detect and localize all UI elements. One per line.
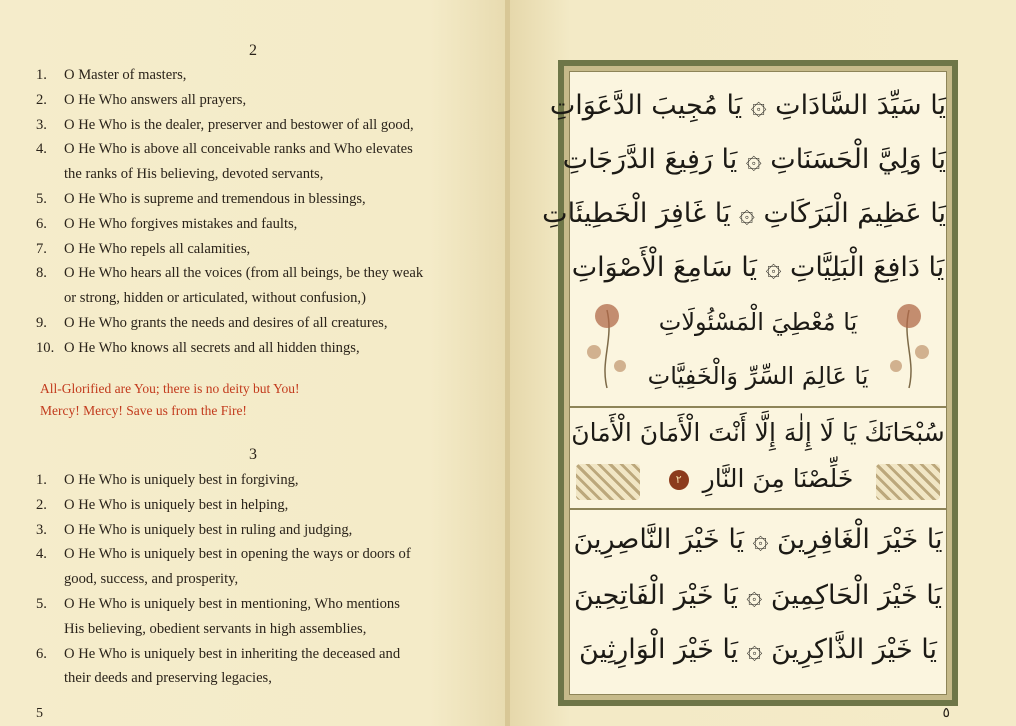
item-number: 1. — [36, 472, 47, 488]
section-2-number: 2 — [249, 42, 257, 59]
item-text-continued: their deeds and preserving legacies, — [64, 670, 272, 687]
item-number: 6. — [36, 215, 47, 232]
arabic-line-6: يَا عَالِمَ السِّرِّ وَالْخَفِيَّاتِ — [647, 362, 869, 390]
item-text: O He Who is uniquely best in mentioning, Who mentions — [64, 595, 400, 612]
item-number: 3. — [36, 116, 47, 133]
praise-line-1: All-Glorified are You; there is no deity but You! — [40, 381, 300, 396]
section-3-number: 3 — [249, 446, 257, 463]
section-2-item — [36, 113, 423, 138]
item-text: O He Who repels all calamities, — [64, 240, 251, 257]
item-number: 8. — [36, 265, 47, 282]
section-2-item — [36, 63, 423, 88]
arabic-line-4: يَا دَافِعَ الْبَلِيَّاتِ ۞ يَا سَامِعَ الْأَصْوَاتِ — [571, 252, 945, 283]
floral-ornament-right-icon — [882, 300, 936, 390]
section-3-item — [36, 592, 411, 642]
item-number: 1. — [36, 67, 47, 83]
item-text: O He Who hears all the voices (from all beings, be they weak — [64, 265, 424, 282]
section-2-item — [36, 137, 423, 187]
section-2-item — [36, 261, 423, 311]
calligraphy-panel — [542, 71, 947, 695]
item-number: 7. — [36, 240, 47, 257]
ornamental-frame — [542, 60, 958, 706]
item-text-continued: His believing, obedient servants in high assemblies, — [64, 620, 367, 637]
item-text: O He Who answers all prayers, — [64, 91, 247, 108]
section-2-item — [36, 187, 423, 212]
section-2-item — [36, 237, 423, 262]
item-text: O He Who is uniquely best in ruling and judging, — [64, 521, 353, 538]
item-number: 2. — [36, 91, 47, 108]
divider — [570, 508, 946, 510]
arabic-line-9: يَا خَيْرَ الذَّاكِرِينَ ۞ يَا خَيْرَ الْوَارِثِينَ — [579, 634, 937, 665]
section-3-item — [36, 642, 411, 692]
item-text: O He Who is the dealer, preserver and bestower of all good, — [64, 116, 414, 133]
item-number: 3. — [36, 521, 47, 538]
section-3-item — [36, 468, 411, 493]
arabic-line-1: يَا سَيِّدَ السَّادَاتِ ۞ يَا مُجِيبَ الدَّعَوَاتِ — [549, 90, 946, 121]
item-text: O He Who is uniquely best in inheriting the deceased and — [64, 645, 401, 662]
section-3-item — [36, 542, 411, 592]
item-text: O He Who is above all conceivable ranks and Who elevates — [64, 141, 413, 158]
item-text-continued: or strong, hidden or articulated, without confusion,) — [64, 290, 366, 307]
arabic-line-5: يَا مُعْطِيَ الْمَسْئُولَاتِ — [658, 308, 858, 336]
section-2-item — [36, 336, 423, 361]
item-number: 6. — [36, 645, 47, 662]
arabic-line-8: يَا خَيْرَ الْحَاكِمِينَ ۞ يَا خَيْرَ الْفَاتِحِينَ — [573, 580, 943, 611]
praise-arabic-2: خَلِّصْنَا مِنَ النَّارِ — [702, 464, 854, 493]
section-2-item — [36, 88, 423, 113]
praise-arabic-2-row — [570, 464, 946, 493]
item-text: O He Who is supreme and tremendous in blessings, — [64, 190, 366, 207]
item-number: 5. — [36, 190, 47, 207]
item-text: O He Who is uniquely best in opening the ways or doors of — [64, 546, 411, 563]
item-text: O He Who is uniquely best in forgiving, — [64, 472, 299, 488]
right-page-number: ٥ — [942, 706, 950, 721]
item-text: O He Who is uniquely best in helping, — [64, 496, 289, 513]
item-number: 5. — [36, 595, 47, 612]
item-number: 4. — [36, 141, 47, 158]
item-text: O He Who knows all secrets and all hidden things, — [64, 339, 360, 356]
arabic-line-7: يَا خَيْرَ الْغَافِرِينَ ۞ يَا خَيْرَ النَّاصِرِينَ — [573, 524, 943, 555]
item-text-continued: good, success, and prosperity, — [64, 571, 239, 588]
item-number: 2. — [36, 496, 47, 513]
praise-text — [40, 378, 299, 422]
section-2-item — [36, 212, 423, 237]
item-number: 10. — [36, 339, 55, 356]
item-number: 9. — [36, 314, 47, 331]
praise-line-2: Mercy! Mercy! Save us from the Fire! — [40, 403, 247, 418]
section-2-list — [36, 63, 423, 361]
praise-arabic-1: سُبْحَانَكَ يَا لَا إِلٰهَ إِلَّا أَنْتَ الْأَمَانَ الْأَمَانَ — [571, 418, 945, 447]
item-text-continued: the ranks of His believing, devoted servants, — [64, 166, 324, 183]
section-2-item — [36, 311, 423, 336]
floral-ornament-left-icon — [580, 300, 634, 390]
arabic-line-2: يَا وَلِيَّ الْحَسَنَاتِ ۞ يَا رَفِيعَ الدَّرَجَاتِ — [562, 144, 946, 175]
left-page-number: 5 — [36, 706, 43, 721]
divider — [570, 406, 946, 408]
item-text: O Master of masters, — [64, 67, 187, 83]
left-page — [0, 0, 506, 726]
section-3-list — [36, 468, 411, 691]
arabic-line-3: يَا عَظِيمَ الْبَرَكَاتِ ۞ يَا غَافِرَ الْخَطِيئَاتِ — [542, 198, 946, 229]
section-medallion-icon: ٢ — [669, 470, 689, 490]
section-3-item — [36, 518, 411, 543]
item-text: O He Who grants the needs and desires of all creatures, — [64, 314, 388, 331]
item-text: O He Who forgives mistakes and faults, — [64, 215, 298, 232]
item-number: 4. — [36, 546, 47, 563]
section-3-item — [36, 493, 411, 518]
